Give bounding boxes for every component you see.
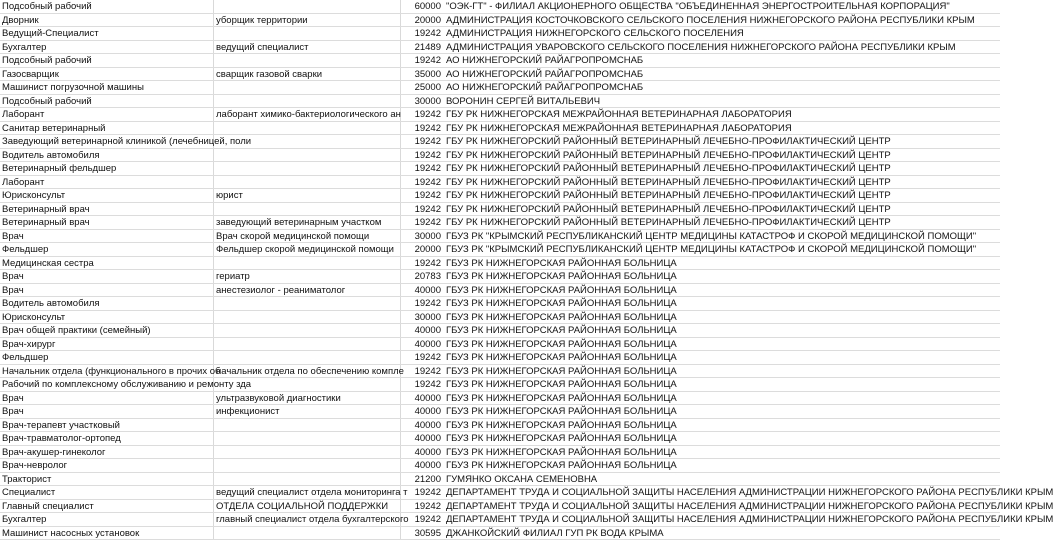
position-cell[interactable]: Заведующий ветеринарной клиникой (лечебницей, поли	[2, 136, 252, 147]
salary-cell[interactable]: 40000	[414, 338, 441, 350]
table-row	[0, 14, 1000, 28]
salary-cell[interactable]: 19242	[414, 500, 441, 512]
specialty-cell[interactable]	[216, 473, 400, 486]
salary-cell[interactable]: 19242	[414, 122, 441, 134]
position-cell[interactable]: Ветеринарный врач	[2, 217, 90, 228]
salary-cell[interactable]: 35000	[414, 68, 441, 80]
salary-cell[interactable]: 40000	[414, 433, 441, 444]
position-cell[interactable]: Специалист	[2, 487, 56, 498]
table-row	[0, 149, 1000, 163]
salary-cell[interactable]: 19242	[414, 136, 441, 147]
table-row	[0, 176, 1000, 190]
salary-cell[interactable]: 19242	[414, 365, 441, 377]
position-cell[interactable]: Ветеринарный фельдшер	[2, 163, 117, 174]
specialty-cell[interactable]	[216, 122, 400, 135]
specialty-cell[interactable]	[216, 176, 400, 189]
position-cell[interactable]: Водитель автомобиля	[2, 298, 100, 309]
table-row	[0, 513, 1053, 527]
salary-cell[interactable]: 30000	[414, 95, 441, 107]
position-cell[interactable]: Врач общей практики (семейный)	[2, 325, 151, 336]
table-row	[0, 419, 1000, 433]
position-cell[interactable]: Лаборант	[2, 176, 45, 188]
organization-cell[interactable]: ГБУЗ РК НИЖНЕГОРСКАЯ РАЙОННАЯ БОЛЬНИЦА	[446, 257, 677, 269]
organization-cell[interactable]: АО НИЖНЕГОРСКИЙ РАЙАГРОПРОМСНАБ	[446, 55, 644, 66]
specialty-cell[interactable]	[216, 54, 400, 67]
table-row	[0, 0, 1000, 14]
specialty-cell[interactable]	[216, 81, 400, 94]
specialty-cell[interactable]: юрист	[216, 190, 243, 201]
position-cell[interactable]: Фельдшер	[2, 352, 49, 363]
specialty-cell[interactable]	[216, 338, 400, 351]
organization-cell[interactable]: ДЖАНКОЙСКИЙ ФИЛИАЛ ГУП РК ВОДА КРЫМА	[446, 527, 664, 539]
salary-cell[interactable]: 19242	[414, 203, 441, 215]
salary-cell[interactable]: 40000	[414, 460, 441, 471]
organization-cell[interactable]: ГБУ РК НИЖНЕГОРСКИЙ РАЙОННЫЙ ВЕТЕРИНАРНЫЙ ЛЕЧЕБНО-ПРОФИЛАКТИЧЕСКИЙ ЦЕНТР	[446, 176, 891, 188]
organization-cell[interactable]: ГБУЗ РК НИЖНЕГОРСКАЯ РАЙОННАЯ БОЛЬНИЦА	[446, 365, 677, 377]
table-row	[0, 122, 1000, 136]
salary-cell[interactable]: 25000	[414, 82, 441, 93]
specialty-cell[interactable]: заведующий ветеринарным участком	[216, 217, 382, 228]
position-cell[interactable]: Ветеринарный врач	[2, 203, 90, 215]
specialty-cell[interactable]: уборщик территории	[216, 14, 308, 26]
salary-cell[interactable]: 19242	[414, 487, 441, 498]
position-cell[interactable]: Дворник	[2, 14, 39, 26]
organization-cell[interactable]: "ОЭК-ГТ" - ФИЛИАЛ АКЦИОНЕРНОГО ОБЩЕСТВА "ОБЪЕДИНЕННАЯ ЭНЕРГОСТРОИТЕЛЬНАЯ КОРПОРАЦИЯ"	[446, 1, 950, 12]
position-cell[interactable]: Санитар ветеринарный	[2, 122, 106, 134]
organization-cell[interactable]: АДМИНИСТРАЦИЯ НИЖНЕГОРСКОГО СЕЛЬСКОГО ПОСЕЛЕНИЯ	[446, 28, 744, 39]
specialty-cell[interactable]	[216, 432, 400, 445]
table-row	[0, 81, 1000, 95]
specialty-cell[interactable]	[216, 149, 400, 162]
specialty-cell[interactable]	[216, 203, 400, 216]
table-row	[0, 392, 1000, 406]
organization-cell[interactable]: ГБУ РК НИЖНЕГОРСКИЙ РАЙОННЫЙ ВЕТЕРИНАРНЫЙ ЛЕЧЕБНО-ПРОФИЛАКТИЧЕСКИЙ ЦЕНТР	[446, 203, 891, 215]
salary-cell[interactable]: 19242	[414, 379, 441, 390]
table-row	[0, 486, 1053, 500]
table-row	[0, 95, 1000, 109]
table-row	[0, 473, 1000, 487]
table-row	[0, 527, 1000, 540]
specialty-cell[interactable]	[216, 446, 400, 459]
specialty-cell[interactable]: сварщик газовой сварки	[216, 68, 323, 80]
organization-cell[interactable]: ГБУЗ РК НИЖНЕГОРСКАЯ РАЙОННАЯ БОЛЬНИЦА	[446, 338, 677, 350]
organization-cell[interactable]: АДМИНИСТРАЦИЯ УВАРОВСКОГО СЕЛЬСКОГО ПОСЕЛЕНИЯ НИЖНЕГОРСКОГО РАЙОНА РЕСПУБЛИКИ КРЫМ	[446, 41, 956, 53]
position-cell[interactable]: Юрисконсульт	[2, 311, 66, 323]
specialty-cell[interactable]	[216, 351, 400, 364]
salary-cell[interactable]: 20000	[414, 244, 441, 255]
specialty-cell[interactable]	[216, 135, 400, 148]
salary-cell[interactable]: 40000	[414, 406, 441, 417]
specialty-cell[interactable]	[216, 95, 400, 108]
table-row	[0, 68, 1000, 82]
table-row	[0, 446, 1000, 460]
salary-cell[interactable]: 19242	[414, 298, 441, 309]
specialty-cell[interactable]: лаборант химико-бактериологического ан	[216, 109, 401, 120]
position-cell[interactable]: Тракторист	[2, 473, 52, 485]
salary-cell[interactable]: 19242	[414, 163, 441, 174]
position-cell[interactable]: Подсобный рабочий	[2, 1, 92, 12]
salary-cell[interactable]: 60000	[414, 1, 441, 12]
salary-cell[interactable]: 40000	[414, 419, 441, 431]
position-cell[interactable]: Водитель автомобиля	[2, 149, 100, 161]
position-cell[interactable]: Лаборант	[2, 109, 45, 120]
organization-cell[interactable]: ГБУ РК НИЖНЕГОРСКИЙ РАЙОННЫЙ ВЕТЕРИНАРНЫЙ ЛЕЧЕБНО-ПРОФИЛАКТИЧЕСКИЙ ЦЕНТР	[446, 190, 891, 201]
organization-cell[interactable]: ГБУЗ РК НИЖНЕГОРСКАЯ РАЙОННАЯ БОЛЬНИЦА	[446, 379, 677, 390]
position-cell[interactable]: Врач	[2, 406, 24, 417]
position-cell[interactable]: Бухгалтер	[2, 41, 47, 53]
organization-cell[interactable]: ГБУЗ РК "КРЫМСКИЙ РЕСПУБЛИКАНСКИЙ ЦЕНТР МЕДИЦИНЫ КАТАСТРОФ И СКОРОЙ МЕДИЦИНСКОЙ ПОМОЩИ"	[446, 244, 977, 255]
position-cell[interactable]: Начальник отдела (функционального в прочих об	[2, 365, 221, 377]
salary-cell[interactable]: 40000	[414, 284, 441, 296]
organization-cell[interactable]: ГБУЗ РК НИЖНЕГОРСКАЯ РАЙОННАЯ БОЛЬНИЦА	[446, 311, 677, 323]
specialty-cell[interactable]: ультразвуковой диагностики	[216, 392, 341, 404]
specialty-cell[interactable]: ОТДЕЛА СОЦИАЛЬНОЙ ПОДДЕРЖКИ	[216, 500, 389, 512]
specialty-cell[interactable]	[216, 27, 400, 40]
table-row	[0, 338, 1000, 352]
salary-cell[interactable]: 40000	[414, 325, 441, 336]
salary-cell[interactable]: 20783	[414, 271, 441, 282]
position-cell[interactable]: Бухгалтер	[2, 514, 47, 525]
organization-cell[interactable]: ГБУЗ РК НИЖНЕГОРСКАЯ РАЙОННАЯ БОЛЬНИЦА	[446, 460, 677, 471]
table-row	[0, 41, 1000, 55]
position-cell[interactable]: Врач-акушер-гинеколог	[2, 446, 106, 458]
organization-cell[interactable]: ДЕПАРТАМЕНТ ТРУДА И СОЦИАЛЬНОЙ ЗАЩИТЫ НАСЕЛЕНИЯ АДМИНИСТРАЦИИ НИЖНЕГОРСКОГО РАЙОНА РЕСПУБЛИКИ КРЫМ	[446, 487, 1053, 498]
organization-cell[interactable]: ГБУ РК НИЖНЕГОРСКИЙ РАЙОННЫЙ ВЕТЕРИНАРНЫЙ ЛЕЧЕБНО-ПРОФИЛАКТИЧЕСКИЙ ЦЕНТР	[446, 217, 891, 228]
table-row	[0, 351, 1000, 365]
position-cell[interactable]: Врач-невролог	[2, 460, 68, 471]
specialty-cell[interactable]: ведущий специалист отдела мониторинга т	[216, 487, 408, 498]
table-row	[0, 27, 1000, 41]
salary-cell[interactable]: 19242	[414, 352, 441, 363]
salary-cell[interactable]: 19242	[414, 28, 441, 39]
salary-cell[interactable]: 19242	[414, 149, 441, 161]
position-cell[interactable]: Врач	[2, 392, 24, 404]
table-row	[0, 270, 1000, 284]
table-row	[0, 230, 1000, 244]
table-row	[0, 378, 1000, 392]
position-cell[interactable]: Газосварщик	[2, 68, 59, 80]
organization-cell[interactable]: ГБУ РК НИЖНЕГОРСКАЯ МЕЖРАЙОННАЯ ВЕТЕРИНАРНАЯ ЛАБОРАТОРИЯ	[446, 109, 792, 120]
salary-cell[interactable]: 30000	[414, 230, 441, 242]
position-cell[interactable]: Врач-травматолог-ортопед	[2, 433, 121, 444]
position-cell[interactable]: Ведущий-Специалист	[2, 28, 99, 39]
salary-cell[interactable]: 20000	[414, 14, 441, 26]
organization-cell[interactable]: ГБУЗ РК НИЖНЕГОРСКАЯ РАЙОННАЯ БОЛЬНИЦА	[446, 446, 677, 458]
specialty-cell[interactable]: главный специалист отдела бухгалтерского	[216, 514, 409, 525]
position-cell[interactable]: Врач-терапевт участковый	[2, 419, 120, 431]
specialty-cell[interactable]: начальник отдела по обеспечению компле	[216, 365, 404, 377]
table-row	[0, 284, 1000, 298]
salary-cell[interactable]: 19242	[414, 176, 441, 188]
table-row	[0, 459, 1000, 473]
position-cell[interactable]: Юрисконсульт	[2, 190, 66, 201]
organization-cell[interactable]: ВОРОНИН СЕРГЕЙ ВИТАЛЬЕВИЧ	[446, 95, 601, 107]
salary-cell[interactable]: 21489	[414, 41, 441, 53]
organization-cell[interactable]: ГБУ РК НИЖНЕГОРСКИЙ РАЙОННЫЙ ВЕТЕРИНАРНЫЙ ЛЕЧЕБНО-ПРОФИЛАКТИЧЕСКИЙ ЦЕНТР	[446, 149, 891, 161]
organization-cell[interactable]: АО НИЖНЕГОРСКИЙ РАЙАГРОПРОМСНАБ	[446, 68, 644, 80]
position-cell[interactable]: Машинист погрузочной машины	[2, 82, 144, 93]
position-cell[interactable]: Главный специалист	[2, 500, 94, 512]
salary-cell[interactable]: 19242	[414, 217, 441, 228]
position-cell[interactable]: Врач	[2, 230, 24, 242]
organization-cell[interactable]: ГБУЗ РК НИЖНЕГОРСКАЯ РАЙОННАЯ БОЛЬНИЦА	[446, 392, 677, 404]
table-row	[0, 311, 1000, 325]
specialty-cell[interactable]: гериатр	[216, 271, 250, 282]
salary-cell[interactable]: 19242	[414, 109, 441, 120]
table-row	[0, 54, 1000, 68]
specialty-cell[interactable]	[216, 0, 400, 13]
position-cell[interactable]: Рабочий по комплексному обслуживанию и ремонту зда	[2, 379, 252, 390]
specialty-cell[interactable]: инфекционист	[216, 406, 280, 417]
position-cell[interactable]: Медицинская сестра	[2, 257, 94, 269]
table-row	[0, 189, 1000, 203]
position-cell[interactable]: Машинист насосных установок	[2, 527, 140, 539]
salary-cell[interactable]: 21200	[414, 473, 441, 485]
organization-cell[interactable]: ГБУ РК НИЖНЕГОРСКИЙ РАЙОННЫЙ ВЕТЕРИНАРНЫЙ ЛЕЧЕБНО-ПРОФИЛАКТИЧЕСКИЙ ЦЕНТР	[446, 163, 891, 174]
organization-cell[interactable]: ГБУЗ РК НИЖНЕГОРСКАЯ РАЙОННАЯ БОЛЬНИЦА	[446, 271, 677, 282]
specialty-cell[interactable]	[216, 324, 400, 337]
table-row	[0, 297, 1000, 311]
specialty-cell[interactable]	[216, 527, 400, 540]
organization-cell[interactable]: ГБУЗ РК НИЖНЕГОРСКАЯ РАЙОННАЯ БОЛЬНИЦА	[446, 406, 677, 417]
organization-cell[interactable]: ГБУЗ РК НИЖНЕГОРСКАЯ РАЙОННАЯ БОЛЬНИЦА	[446, 352, 677, 363]
organization-cell[interactable]: ГУМЯНКО ОКСАНА СЕМЕНОВНА	[446, 473, 598, 485]
position-cell[interactable]: Врач-хирург	[2, 338, 56, 350]
specialty-cell[interactable]	[216, 257, 400, 270]
table-row	[0, 216, 1000, 230]
table-row	[0, 500, 1053, 514]
specialty-cell[interactable]: Фельдшер скорой медицинской помощи	[216, 244, 394, 255]
salary-cell[interactable]: 30595	[414, 527, 441, 539]
organization-cell[interactable]: ГБУ РК НИЖНЕГОРСКИЙ РАЙОННЫЙ ВЕТЕРИНАРНЫЙ ЛЕЧЕБНО-ПРОФИЛАКТИЧЕСКИЙ ЦЕНТР	[446, 136, 891, 147]
table-row	[0, 203, 1000, 217]
table-row	[0, 135, 1000, 149]
specialty-cell[interactable]	[216, 162, 400, 175]
table-row	[0, 324, 1000, 338]
table-row	[0, 257, 1000, 271]
table-row	[0, 108, 1000, 122]
organization-cell[interactable]: ГБУЗ РК НИЖНЕГОРСКАЯ РАЙОННАЯ БОЛЬНИЦА	[446, 433, 677, 444]
salary-cell[interactable]: 19242	[414, 514, 441, 525]
table-row	[0, 365, 1000, 379]
specialty-cell[interactable]: ведущий специалист	[216, 41, 309, 53]
salary-cell[interactable]: 19242	[414, 55, 441, 66]
organization-cell[interactable]: АДМИНИСТРАЦИЯ КОСТОЧКОВСКОГО СЕЛЬСКОГО ПОСЕЛЕНИЯ НИЖНЕГОРСКОГО РАЙОНА РЕСПУБЛИКИ КРЫМ	[446, 14, 975, 26]
position-cell[interactable]: Фельдшер	[2, 244, 49, 255]
table-row	[0, 243, 1000, 257]
organization-cell[interactable]: АО НИЖНЕГОРСКИЙ РАЙАГРОПРОМСНАБ	[446, 82, 644, 93]
salary-cell[interactable]: 19242	[414, 190, 441, 201]
specialty-cell[interactable]	[216, 419, 400, 432]
table-row	[0, 162, 1000, 176]
salary-cell[interactable]: 19242	[414, 257, 441, 269]
salary-cell[interactable]: 40000	[414, 446, 441, 458]
position-cell[interactable]: Подсобный рабочий	[2, 95, 92, 107]
specialty-cell[interactable]	[216, 459, 400, 472]
organization-cell[interactable]: ГБУЗ РК НИЖНЕГОРСКАЯ РАЙОННАЯ БОЛЬНИЦА	[446, 284, 677, 296]
organization-cell[interactable]: ДЕПАРТАМЕНТ ТРУДА И СОЦИАЛЬНОЙ ЗАЩИТЫ НАСЕЛЕНИЯ АДМИНИСТРАЦИИ НИЖНЕГОРСКОГО РАЙОНА РЕСПУБЛИКИ КРЫМ	[446, 514, 1053, 525]
organization-cell[interactable]: ГБУЗ РК НИЖНЕГОРСКАЯ РАЙОННАЯ БОЛЬНИЦА	[446, 419, 677, 431]
position-cell[interactable]: Врач	[2, 284, 24, 296]
specialty-cell[interactable]: анестезиолог - реаниматолог	[216, 284, 346, 296]
table-row	[0, 405, 1000, 419]
organization-cell[interactable]: ГБУЗ РК "КРЫМСКИЙ РЕСПУБЛИКАНСКИЙ ЦЕНТР МЕДИЦИНЫ КАТАСТРОФ И СКОРОЙ МЕДИЦИНСКОЙ ПОМОЩИ"	[446, 230, 977, 242]
salary-cell[interactable]: 40000	[414, 392, 441, 404]
position-cell[interactable]: Врач	[2, 271, 24, 282]
specialty-cell[interactable]	[216, 378, 400, 391]
organization-cell[interactable]: ГБУ РК НИЖНЕГОРСКАЯ МЕЖРАЙОННАЯ ВЕТЕРИНАРНАЯ ЛАБОРАТОРИЯ	[446, 122, 792, 134]
organization-cell[interactable]: ГБУЗ РК НИЖНЕГОРСКАЯ РАЙОННАЯ БОЛЬНИЦА	[446, 325, 677, 336]
salary-cell[interactable]: 30000	[414, 311, 441, 323]
organization-cell[interactable]: ДЕПАРТАМЕНТ ТРУДА И СОЦИАЛЬНОЙ ЗАЩИТЫ НАСЕЛЕНИЯ АДМИНИСТРАЦИИ НИЖНЕГОРСКОГО РАЙОНА РЕСПУБЛИКИ КРЫМ	[446, 500, 1053, 512]
specialty-cell[interactable]: Врач скорой медицинской помощи	[216, 230, 370, 242]
position-cell[interactable]: Подсобный рабочий	[2, 55, 92, 66]
organization-cell[interactable]: ГБУЗ РК НИЖНЕГОРСКАЯ РАЙОННАЯ БОЛЬНИЦА	[446, 298, 677, 309]
specialty-cell[interactable]	[216, 311, 400, 324]
table-row	[0, 432, 1000, 446]
specialty-cell[interactable]	[216, 297, 400, 310]
